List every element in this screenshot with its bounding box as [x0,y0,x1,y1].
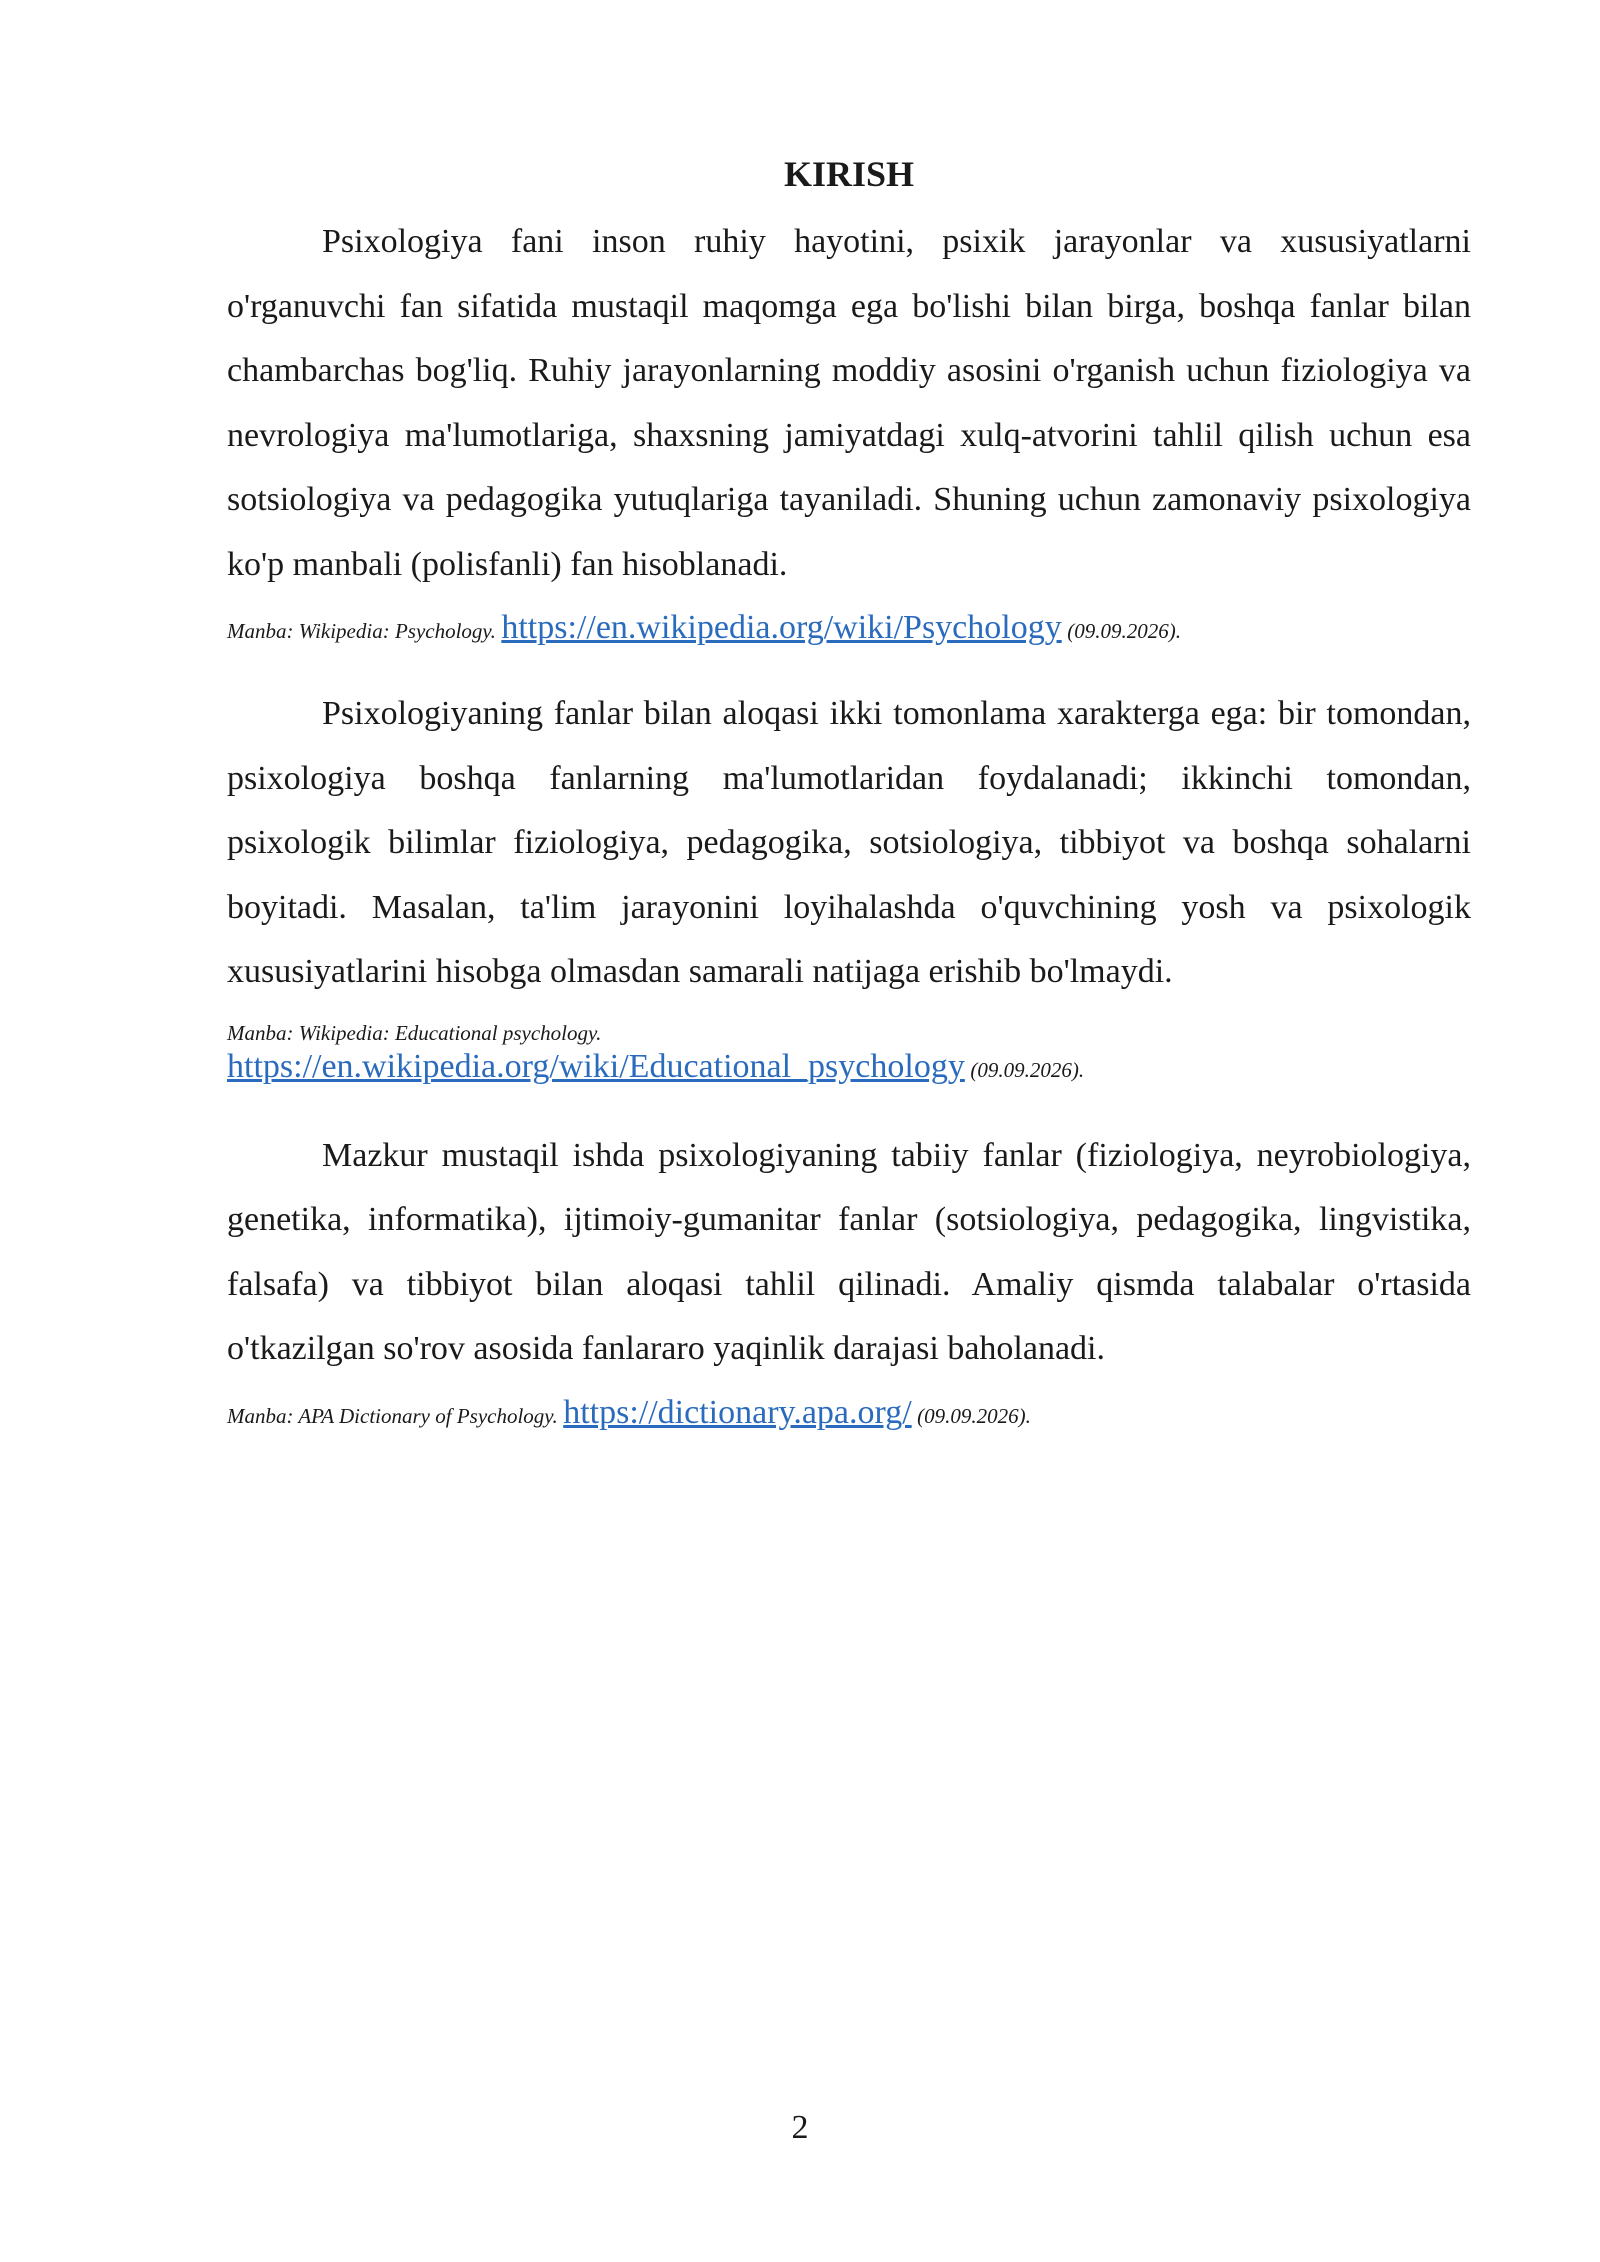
source-date: (09.09.2026). [970,1057,1085,1082]
page-content [227,148,1471,1467]
source-label: Manba: Wikipedia: Educational psychology. [227,1020,602,1045]
source-label: Manba: APA Dictionary of Psychology. [227,1403,558,1428]
source-citation-2 [227,1019,1471,1090]
source-date: (09.09.2026). [917,1403,1031,1428]
source-link-psychology[interactable]: https://en.wikipedia.org/wiki/Psychology [501,609,1062,646]
source-label: Manba: Wikipedia: Psychology. [227,619,496,643]
source-citation-3 [227,1393,1471,1433]
source-link-educational-psychology[interactable]: https://en.wikipedia.org/wiki/Educational_psychology [227,1047,965,1085]
paragraph-2: Psixologiyaning fanlar bilan aloqasi ikki tomonlama xarakterga ega: bir tomondan, psixologiya boshqa fanlarning ma'lumotlaridan foydalanadi; ikkinchi tomondan, psixologik bilimlar fiziologiya, pedagogika, sotsiologiya, tibbiyot va boshqa sohalarni boyitadi. Masalan, ta'lim jarayonini loyihalashda o'quvchining yosh va psixologik xususiyatlarini hisobga olmasdan samarali natijaga erishib bo'lmaydi. [227,695,1471,990]
paragraph-3: Mazkur mustaqil ishda psixologiyaning tabiiy fanlar (fiziologiya, neyrobiologiya, genetika, informatika), ijtimoiy-gumanitar fanlar (sotsiologiya, pedagogika, lingvistika, falsafa) va tibbiyot bilan aloqasi tahlil qilinadi. Amaliy qismda talabalar o'rtasida o'tkazilgan so'rov asosida fanlararo yaqinlik darajasi baholanadi. [227,1136,1471,1367]
page-title: KIRISH [783,154,915,194]
paragraph-1: Psixologiya fani inson ruhiy hayotini, psixik jarayonlar va xususiyatlarni o'rganuvchi fan sifatida mustaqil maqomga ega bo'lishi bilan birga, boshqa fanlar bilan chambarchas bog'liq. Ruhiy jarayonlarning moddiy asosini o'rganish uchun fiziologiya va nevrologiya ma'lumotlariga, shaxsning jamiyatdagi xulq-atvorini tahlil qilish uchun esa sotsiologiya va pedagogika yutuqlariga tayaniladi. Shuning uchun zamonaviy psixologiya ko'p manbali (polisfanli) fan hisoblanadi. [227,223,1471,583]
source-link-apa-dictionary[interactable]: https://dictionary.apa.org/ [563,1393,912,1431]
page-number: 2 [791,2109,809,2146]
source-citation-1 [227,611,1471,648]
source-date: (09.09.2026). [1067,619,1181,643]
